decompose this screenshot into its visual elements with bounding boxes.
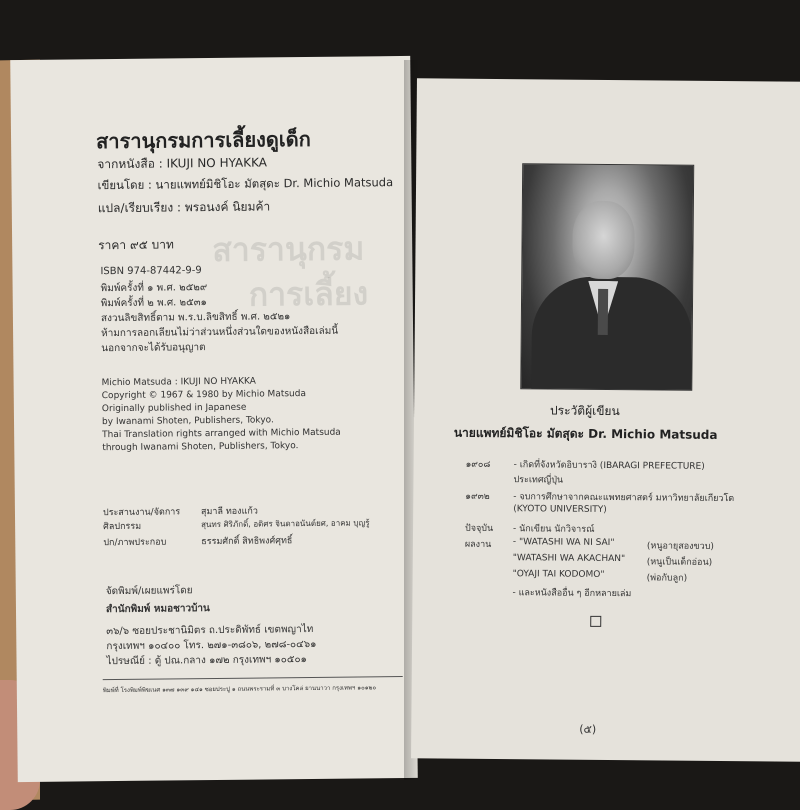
show-through-title-1: สารานุกรม (212, 229, 365, 270)
left-page-copyright (10, 56, 418, 782)
isbn: ISBN 974-87442-9-9 (100, 265, 202, 278)
english-credit-line: Originally published in Japanese (101, 402, 247, 415)
bio-text: (KYOTO UNIVERSITY) (513, 504, 607, 515)
english-credit-line: Thai Translation rights arranged with Michio Matsuda (102, 427, 341, 441)
bio-year: ผลงาน (464, 539, 492, 550)
page-number: (๕) (579, 722, 597, 736)
bio-text: "OYAJI TAI KODOMO" (512, 569, 605, 580)
credit-name: ธรรมศักดิ์ สิทธิพงศ์ศุทธิ์ (201, 536, 293, 548)
printer-line: พิมพ์ที่ โรงพิมพ์พิฆเนศ ๑๓๗ ๑๓๙ ๑๔๑ ซอยประปู ๑ ถนนพระรามที่ ๓ บางโคล่ ยานนาวา กรุงเทพฯ ๑๐๑๒๐ (102, 684, 377, 695)
author-name: นายแพทย์มิชิโอะ มัตสุดะ Dr. Michio Matsuda (453, 425, 718, 442)
bio-year: ๑๙๐๘ (465, 459, 491, 470)
show-through-title-2: การเลี้ยง (248, 274, 369, 314)
print-edition-2: พิมพ์ครั้งที่ ๒ พ.ศ. ๒๕๓๑ (100, 297, 207, 310)
bio-year: ปัจจุบัน (465, 523, 494, 534)
bio-text: - นักเขียน นักวิจารณ์ (513, 524, 595, 535)
source-line: จากหนังสือ : IKUJI NO HYAKKA (97, 155, 267, 172)
bio-text: - เกิดที่จังหวัดอิบารางิ (IBARAGI PREFECTURE) (513, 460, 705, 472)
bio-text: - จบการศึกษาจากคณะแพทยศาสตร์ มหาวิทยาลัยเกียวโต (513, 492, 735, 505)
english-credit-line: through Iwanami Shoten, Publishers, Tokyo. (102, 441, 299, 454)
credit-name: สุมาลี ทองแก้ว (200, 506, 258, 518)
bio-note: (หนูเป็นเด็กอ่อน) (646, 557, 713, 568)
credit-role: ปก/ภาพประกอบ (103, 537, 167, 549)
author-portrait (520, 163, 694, 390)
bio-text: ประเทศญี่ปุ่น (513, 475, 564, 486)
print-edition-1: พิมพ์ครั้งที่ ๑ พ.ศ. ๒๕๒๙ (100, 282, 208, 295)
price: ราคา ๙๕ บาท (98, 237, 174, 253)
bio-text: - และหนังสืออื่น ๆ อีกหลายเล่ม (512, 588, 632, 600)
address-line: ๓๖/๖ ซอยประชานิมิตร ถ.ประดิพัทธ์ เขตพญาไท (106, 623, 314, 638)
english-credit-line: Copyright © 1967 & 1980 by Michio Matsuda (101, 389, 307, 402)
credit-role: ประสานงาน/จัดการ (102, 507, 181, 519)
bio-year: ๑๙๓๒ (465, 491, 490, 502)
credit-role: ศิลปกรรม (103, 521, 142, 533)
rights-notice-2: นอกจากจะได้รับอนุญาต (101, 342, 206, 355)
publisher-label: จัดพิมพ์/เผยแพร่โดย (105, 585, 193, 598)
rights-notice-1: ห้ามการลอกเลียนไม่ว่าส่วนหนึ่งส่วนใดของหนังสือเล่มนี้ (101, 325, 339, 340)
book-title: สารานุกรมการเลี้ยงดูเด็ก (95, 126, 311, 154)
credit-name: สุนทร ศิริภักดิ์, อดิศร จินดาอนันต์ยศ, อาคม บุญรู้ (201, 518, 370, 530)
right-page-author-bio (411, 78, 800, 761)
square-mark (590, 616, 601, 627)
bio-text: - "WATASHI WA NI SAI" (512, 537, 615, 549)
publisher-name: สำนักพิมพ์ หมอชาวบ้าน (105, 603, 210, 616)
bio-note: (หนูอายุสองขวบ) (646, 541, 715, 552)
english-credit-line: Michio Matsuda : IKUJI NO HYAKKA (101, 376, 256, 389)
bio-text: "WATASHI WA AKACHAN" (512, 553, 626, 565)
address-line: ไปรษณีย์ : ตู้ ปณ.กลาง ๑๗๒ กรุงเทพฯ ๑๐๕๐๑ (106, 654, 307, 668)
copyright-thai: สงวนลิขสิทธิ์ตาม พ.ร.บ.ลิขสิทธิ์ พ.ศ. ๒๕๒๑ (100, 311, 291, 325)
address-line: กรุงเทพฯ ๑๐๔๐๐ โทร. ๒๗๑-๓๘๐๖, ๒๗๘-๐๔๖๑ (106, 638, 317, 653)
translator-line: แปล/เรียบเรียง : พรอนงค์ นิยมค้า (97, 199, 271, 216)
bio-heading: ประวัติผู้เขียน (550, 403, 620, 419)
author-line: เขียนโดย : นายแพทย์มิชิโอะ มัตสุดะ Dr. Michio Matsuda (97, 175, 394, 193)
divider (103, 676, 403, 680)
english-credit-line: by Iwanami Shoten, Publishers, Tokyo. (101, 415, 274, 428)
bio-note: (พ่อกับลูก) (646, 573, 688, 584)
